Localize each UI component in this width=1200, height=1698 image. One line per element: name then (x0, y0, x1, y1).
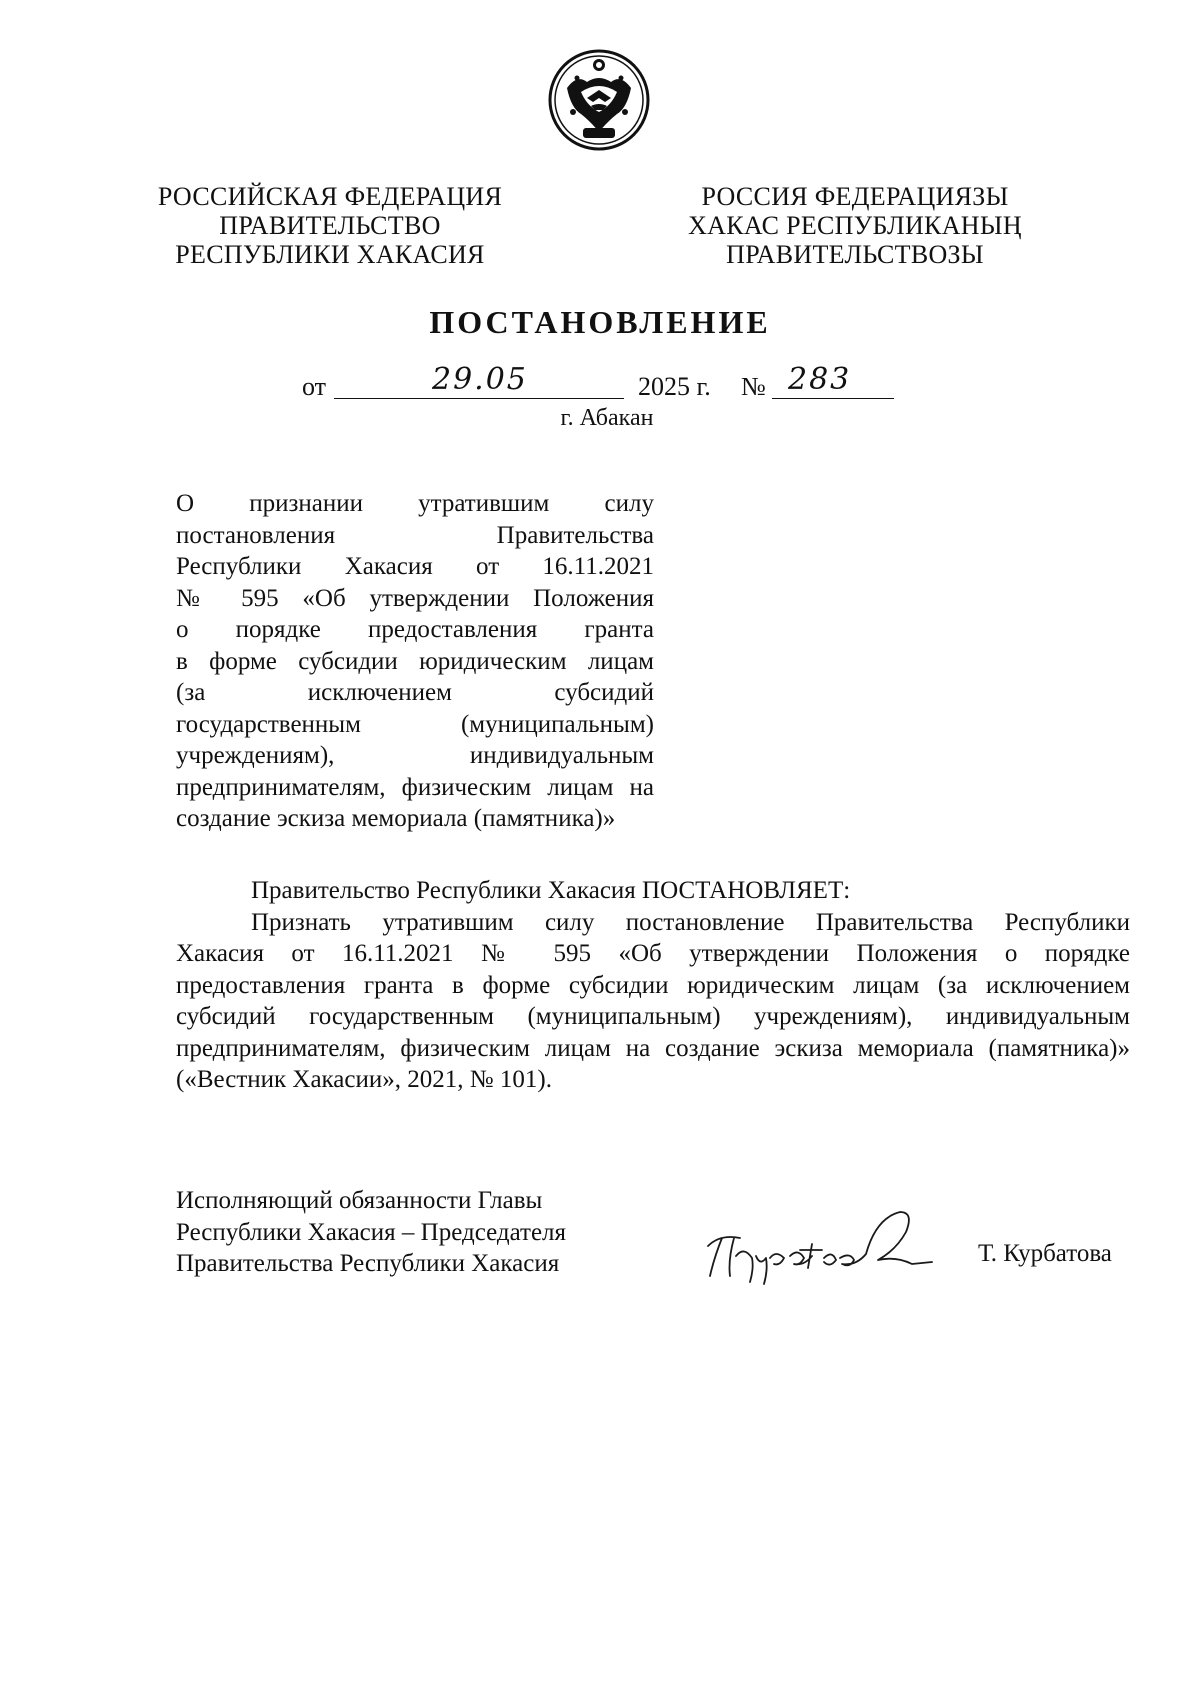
subject-block (176, 488, 654, 835)
subject-line: № 595 «Об утверждении Положения (176, 584, 654, 612)
date-number-row (0, 362, 1200, 408)
paragraph-line: Хакасия от 16.11.2021 № 595 «Об утверждении Положения о порядке (176, 940, 1130, 967)
year-label: 2025 г. (638, 372, 711, 401)
paragraph-line: («Вестник Хакасии», 2021, № 101). (176, 1066, 552, 1093)
date-underline (334, 398, 624, 399)
city-label: г. Абакан (560, 405, 654, 431)
subject-line: постановления Правительства (176, 521, 654, 549)
coat-of-arms-icon (547, 48, 651, 152)
header-right-line: ХАКАС РЕСПУБЛИКАНЫҢ (688, 211, 1022, 240)
subject-line: государственным (муниципальным) (176, 710, 654, 738)
paragraph-line: предоставления гранта в форме субсидии юридическим лицам (за исключением (176, 971, 1130, 999)
subject-line: предпринимателям, физическим лицам на (176, 773, 654, 801)
signer-position (176, 1185, 646, 1280)
subject-line: О признании утратившим силу (176, 490, 654, 517)
header-right-line: РОССИЯ ФЕДЕРАЦИЯЗЫ (701, 182, 1009, 211)
subject-line: учреждениям), индивидуальным (176, 742, 654, 769)
paragraph-line: субсидий государственным (муниципальным) учреждениям), индивидуальным (176, 1003, 1130, 1030)
decree-line: Правительство Республики Хакасия ПОСТАНОВЛЯЕТ: (251, 877, 851, 904)
document-title: ПОСТАНОВЛЕНИЕ (429, 304, 771, 340)
header-left-line: РОССИЙСКАЯ ФЕДЕРАЦИЯ (157, 182, 503, 211)
signer-position-line: Исполняющий обязанности Главы (176, 1187, 543, 1214)
header-right-line: ПРАВИТЕЛЬСТВОЗЫ (726, 240, 984, 269)
subject-line: в форме субсидии юридическим лицам (176, 647, 654, 675)
header-left-line: РЕСПУБЛИКИ ХАКАСИЯ (175, 240, 485, 269)
handwritten-signature (700, 1198, 960, 1288)
header-left-line: ПРАВИТЕЛЬСТВО (219, 211, 441, 240)
from-label: от (302, 372, 327, 401)
subject-line: создание эскиза мемориала (памятника)» (176, 805, 616, 832)
signer-position-line: Правительства Республики Хакасия (176, 1250, 560, 1277)
number-underline (772, 398, 894, 399)
number-label: № (741, 372, 766, 401)
signer-name: Т. Курбатова (978, 1240, 1112, 1267)
subject-line: о порядке предоставления гранта (176, 616, 654, 643)
paragraph-line: Признать утратившим силу постановление Правительства Республики (251, 908, 1130, 936)
subject-line: (за исключением субсидий (176, 679, 654, 706)
body-text (176, 875, 1130, 1096)
header-left (130, 182, 530, 269)
signer-position-line: Республики Хакасия – Председателя (176, 1218, 567, 1246)
handwritten-number: 283 (788, 362, 852, 397)
paragraph-line: предпринимателям, физическим лицам на создание эскиза мемориала (памятника)» (176, 1034, 1130, 1062)
header-right (655, 182, 1055, 269)
handwritten-date: 29.05 (432, 362, 528, 397)
subject-line: Республики Хакасия от 16.11.2021 (176, 553, 654, 580)
